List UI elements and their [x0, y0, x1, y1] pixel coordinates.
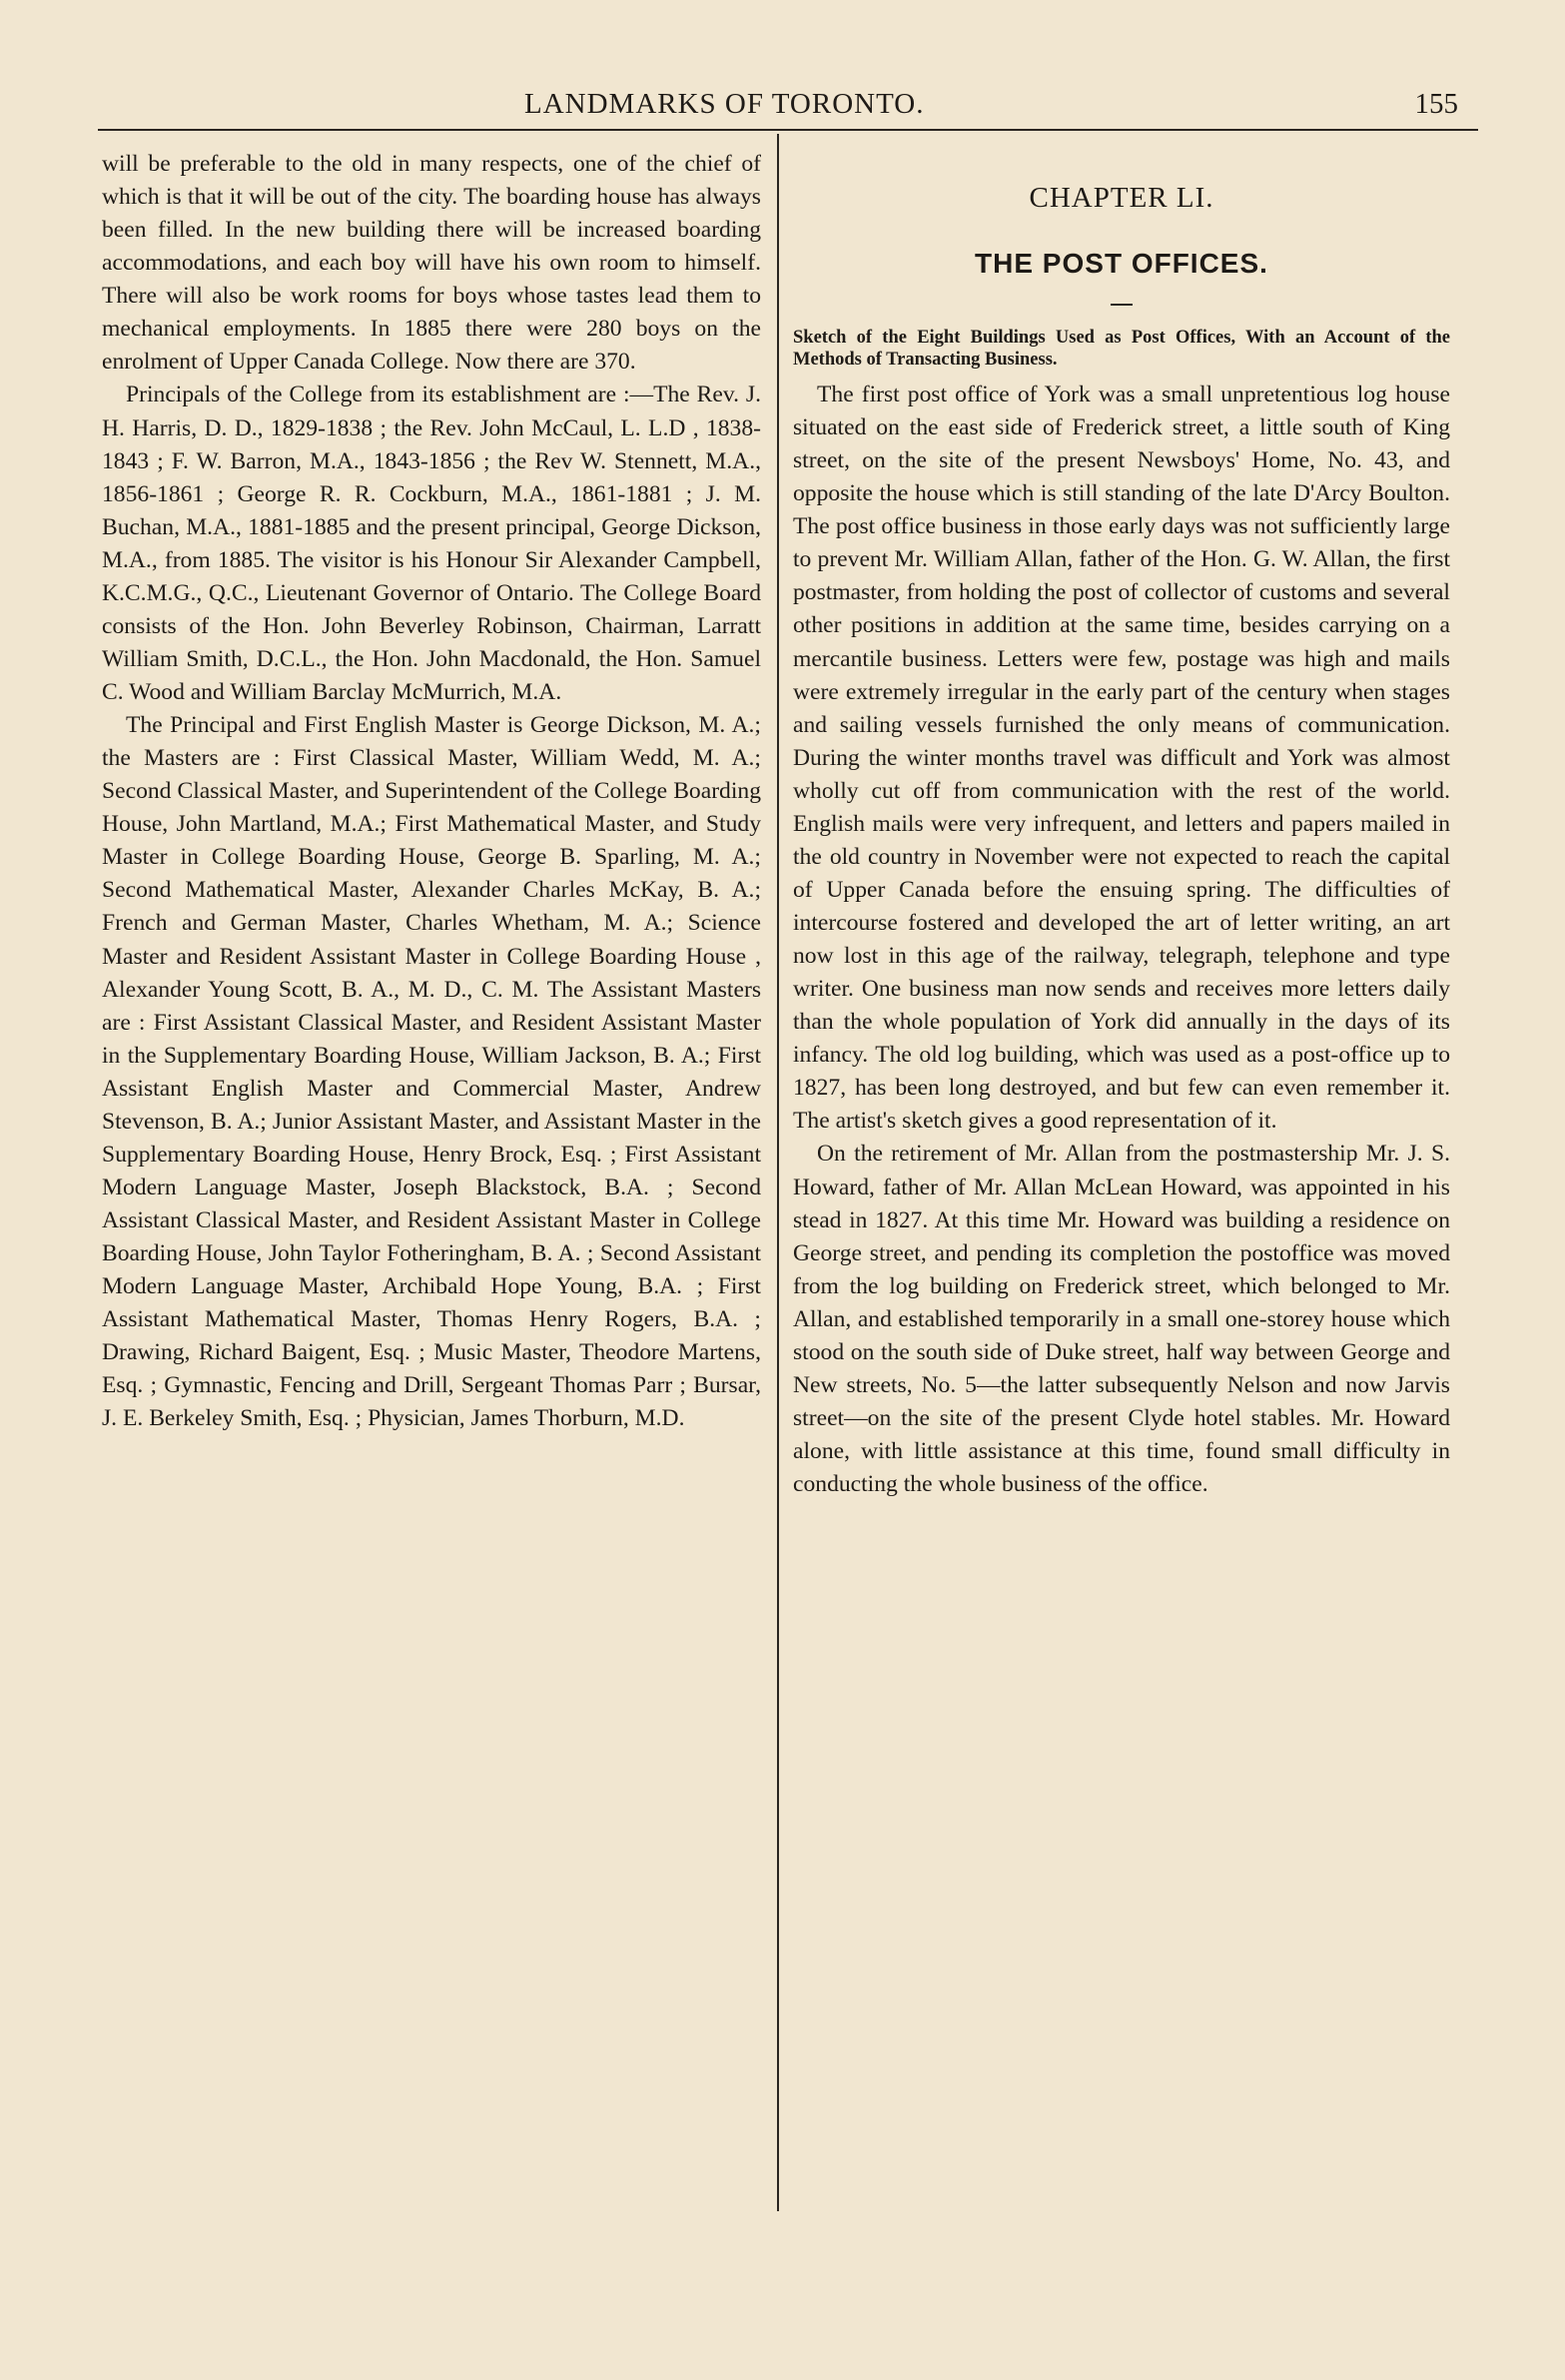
header-rule: [98, 129, 1478, 131]
title-dash: [1111, 304, 1133, 306]
left-column: [102, 148, 761, 1435]
running-title: LANDMARKS OF TORONTO.: [524, 88, 925, 120]
paragraph-continuation: will be preferable to the old in many respects, one of the chief of which is that it will be out of the city. The boarding house has always been filled. In the new building there will be increased boarding accommodations, and each boy will have his own room to himself. There will also be work rooms for boys whose tastes lead them to mechanical employments. In 1885 there were 280 boys on the enrolment of Upper Canada College. Now there are 370.: [102, 151, 761, 376]
right-column: [793, 148, 1450, 1501]
paragraph-masters: The Principal and First English Master is George Dickson, M. A.; the Masters are : First Classical Master, William Wedd, M. A.; Second Classical Master, and Superintendent of the College Boarding House, John Martland, M.A.; First Mathematical Master, and Study Master in College Boarding House, George B. Sparling, M. A.; Second Mathematical Master, Alexander Charles McKay, B. A.; French and German Master, Charles Whetham, M. A.; Science Master and Resident Assistant Master in College Boarding House , Alexander Young Scott, B. A., M. D., C. M. The Assistant Masters are : First Assistant Classical Master, and Resident Assistant Master in the Supplementary Boarding House, William Jackson, B. A.; First Assistant English Master and Commercial Master, Andrew Stevenson, B. A.; Junior Assistant Master, and Assistant Master in the Supplementary Boarding House, Henry Brock, Esq. ; First Assistant Modern Language Master, Joseph Blackstock, B.A. ; Second Assistant Classical Master, and Resident Assistant Master in College Boarding House, John Taylor Fotheringham, B. A. ; Second Assistant Modern Language Master, Archibald Hope Young, B.A. ; First Assistant Mathematical Master, Thomas Henry Rogers, B.A. ; Drawing, Richard Baigent, Esq. ; Music Master, Theodore Martens, Esq. ; Gymnastic, Fencing and Drill, Sergeant Thomas Parr ; Bursar, J. E. Berkeley Smith, Esq. ; Physician, James Thorburn, M.D.: [102, 712, 761, 1432]
paragraph-principals: Principals of the College from its establishment are :—The Rev. J. H. Harris, D. D., 1829-1838 ; the Rev. John McCaul, L. L.D , 1838-1843 ; F. W. Barron, M.A., 1843-1856 ; the Rev W. Stennett, M.A., 1856-1861 ; George R. R. Cockburn, M.A., 1861-1881 ; J. M. Buchan, M.A., 1881-1885 and the present principal, George Dickson, M.A., from 1885. The visitor is his Honour Sir Alexander Campbell, K.C.M.G., Q.C., Lieutenant Governor of Ontario. The College Board consists of the Hon. John Beverley Robinson, Chairman, Larratt William Smith, D.C.L., the Hon. John Macdonald, the Hon. Samuel C. Wood and William Barclay McMurrich, M.A.: [102, 382, 761, 705]
page-number: 155: [1414, 88, 1458, 120]
chapter-label: CHAPTER LI.: [1029, 182, 1214, 214]
page-header: [100, 88, 1478, 128]
chapter-synopsis: Sketch of the Eight Buildings Used as Post Offices, With an Account of the Methods of Transacting Business.: [793, 328, 1450, 370]
paragraph-howard: On the retirement of Mr. Allan from the postmastership Mr. J. S. Howard, father of Mr. Allan McLean Howard, was appointed in his stead in 1827. At this time Mr. Howard was building a residence on George street, and pending its completion the postoffice was moved from the log building on Frederick street, which belonged to Mr. Allan, and established temporarily in a small one-storey house which stood on the south side of Duke street, half way between George and New streets, No. 5—the latter subsequently Nelson and now Jarvis street—on the site of the present Clyde hotel stables. Mr. Howard alone, with little assistance at this time, found small difficulty in conducting the whole business of the office.: [793, 1141, 1450, 1498]
column-divider: [777, 134, 779, 2211]
paragraph-first-post-office: The first post office of York was a small unpretentious log house situated on the east side of Frederick street, a little south of King street, on the site of the present Newsboys' Home, No. 43, and opposite the house which is still standing of the late D'Arcy Boulton. The post office business in those early days was not sufficiently large to prevent Mr. William Allan, father of the Hon. G. W. Allan, the first postmaster, from holding the post of collector of customs and several other positions in addition at the same time, besides carrying on a mercantile business. Letters were few, postage was high and mails were extremely irregular in the early part of the century when stages and sailing vessels furnished the only means of communication. During the winter months travel was difficult and York was almost wholly cut off from communication with the rest of the world. English mails were very infrequent, and letters and papers mailed in the old country in November were not expected to reach the capital of Upper Canada before the ensuing spring. The difficulties of intercourse fostered and developed the art of letter writing, an art now lost in this age of the railway, telegraph, telephone and type writer. One business man now sends and receives more letters daily than the whole population of York did annually in the days of its infancy. The old log building, which was used as a post-office up to 1827, has been long destroyed, and but few can even remember it. The artist's sketch gives a good representation of it.: [793, 382, 1450, 1135]
chapter-title: THE POST OFFICES.: [975, 248, 1268, 279]
